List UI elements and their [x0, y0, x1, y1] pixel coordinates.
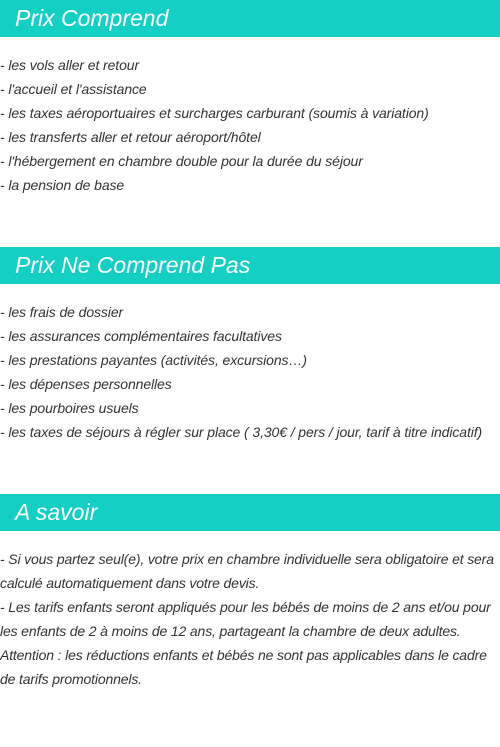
- section-title-excluded: Prix Ne Comprend Pas: [15, 252, 251, 278]
- list-item: - les taxes de séjours à régler sur place ( 3,30€ / pers / jour, tarif à titre indicatif): [0, 424, 483, 440]
- info-paragraph: Attention : les réductions enfants et bébés ne sont pas applicables dans le cadre de tarifs promotionnels.: [0, 647, 487, 687]
- list-item: - la pension de base: [0, 177, 125, 193]
- list-item: - les taxes aéroportuaires et surcharges carburant (soumis à variation): [0, 105, 429, 121]
- list-item: - l'hébergement en chambre double pour la durée du séjour: [0, 153, 363, 169]
- list-item: - les dépenses personnelles: [0, 376, 172, 392]
- list-item: - les prestations payantes (activités, excursions…): [0, 352, 307, 368]
- list-item: - l'accueil et l'assistance: [0, 81, 147, 97]
- info-paragraph: - Les tarifs enfants seront appliqués pour les bébés de moins de 2 ans et/ou pour les enfants de 2 à moins de 12 ans, partageant la chambre de deux adultes.: [0, 599, 491, 639]
- section-header-info: [0, 494, 500, 531]
- included-list: [0, 53, 500, 197]
- section-title-included: Prix Comprend: [15, 5, 169, 31]
- list-item: - les assurances complémentaires facultatives: [0, 328, 282, 344]
- list-item: - les pourboires usuels: [0, 400, 139, 416]
- section-header-included: [0, 0, 500, 37]
- list-item: - les transferts aller et retour aéroport/hôtel: [0, 129, 261, 145]
- info-paragraph: - Si vous partez seul(e), votre prix en chambre individuelle sera obligatoire et sera calculé automatiquement dans votre devis.: [0, 551, 494, 591]
- list-item: - les vols aller et retour: [0, 57, 140, 73]
- excluded-list: [0, 300, 500, 444]
- section-title-info: A savoir: [15, 499, 98, 525]
- info-block: [0, 547, 500, 691]
- section-header-excluded: [0, 247, 500, 284]
- list-item: - les frais de dossier: [0, 304, 124, 320]
